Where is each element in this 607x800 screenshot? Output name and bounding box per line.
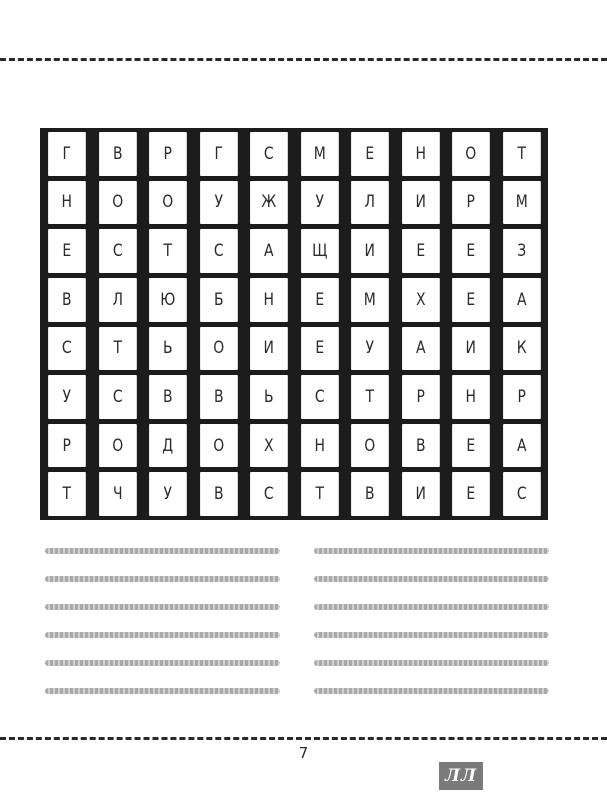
grid-cell[interactable]: Л xyxy=(351,181,388,225)
bottom-dashed-border xyxy=(0,737,607,740)
grid-cell[interactable]: Щ xyxy=(301,229,338,273)
grid-cell[interactable]: В xyxy=(200,375,237,419)
page-number: 7 xyxy=(298,744,309,762)
grid-cell[interactable]: Н xyxy=(250,278,287,322)
grid-cell[interactable]: У xyxy=(301,181,338,225)
grid-cell[interactable]: Р xyxy=(503,375,540,419)
grid-cell[interactable]: А xyxy=(250,229,287,273)
answer-line[interactable] xyxy=(314,688,549,694)
grid-cell[interactable]: Ю xyxy=(149,278,186,322)
grid-cell[interactable]: И xyxy=(250,327,287,371)
grid-cell[interactable]: Г xyxy=(48,132,85,176)
grid-cell[interactable]: И xyxy=(402,181,439,225)
grid-cell[interactable]: И xyxy=(351,229,388,273)
letter-grid xyxy=(44,132,544,516)
grid-cell[interactable]: М xyxy=(351,278,388,322)
grid-cell[interactable]: А xyxy=(402,327,439,371)
grid-cell[interactable]: Ь xyxy=(149,327,186,371)
grid-cell[interactable]: О xyxy=(149,181,186,225)
grid-cell[interactable]: Е xyxy=(452,424,489,468)
grid-cell[interactable]: М xyxy=(301,132,338,176)
grid-cell[interactable]: Т xyxy=(149,229,186,273)
grid-cell[interactable]: З xyxy=(503,229,540,273)
answer-line[interactable] xyxy=(45,548,280,554)
grid-cell[interactable]: В xyxy=(48,278,85,322)
grid-cell[interactable]: Х xyxy=(402,278,439,322)
grid-cell[interactable]: С xyxy=(48,327,85,371)
grid-cell[interactable]: У xyxy=(200,181,237,225)
grid-cell[interactable]: С xyxy=(250,132,287,176)
grid-cell[interactable]: Р xyxy=(149,132,186,176)
grid-cell[interactable]: И xyxy=(402,472,439,516)
grid-cell[interactable]: Н xyxy=(48,181,85,225)
grid-cell[interactable]: Р xyxy=(48,424,85,468)
grid-cell[interactable]: Е xyxy=(48,229,85,273)
grid-cell[interactable]: В xyxy=(200,472,237,516)
grid-cell[interactable]: Ь xyxy=(250,375,287,419)
grid-cell[interactable]: Г xyxy=(200,132,237,176)
grid-cell[interactable]: У xyxy=(48,375,85,419)
grid-cell[interactable]: В xyxy=(99,132,136,176)
grid-cell[interactable]: О xyxy=(351,424,388,468)
grid-cell[interactable]: С xyxy=(99,229,136,273)
grid-cell[interactable]: Т xyxy=(48,472,85,516)
answer-line[interactable] xyxy=(45,660,280,666)
grid-cell[interactable]: Е xyxy=(301,327,338,371)
grid-cell[interactable]: А xyxy=(503,278,540,322)
grid-cell[interactable]: И xyxy=(452,327,489,371)
grid-cell[interactable]: С xyxy=(200,229,237,273)
answer-line[interactable] xyxy=(45,576,280,582)
grid-cell[interactable]: В xyxy=(351,472,388,516)
grid-cell[interactable]: С xyxy=(250,472,287,516)
grid-cell[interactable]: А xyxy=(503,424,540,468)
answer-line[interactable] xyxy=(45,688,280,694)
answer-line[interactable] xyxy=(314,632,549,638)
grid-cell[interactable]: Р xyxy=(452,181,489,225)
grid-cell[interactable]: Е xyxy=(452,229,489,273)
grid-cell[interactable]: Т xyxy=(351,375,388,419)
grid-cell[interactable]: Т xyxy=(301,472,338,516)
grid-cell[interactable]: У xyxy=(351,327,388,371)
grid-cell[interactable]: В xyxy=(402,424,439,468)
grid-cell[interactable]: Е xyxy=(301,278,338,322)
answer-line[interactable] xyxy=(314,604,549,610)
grid-cell[interactable]: О xyxy=(200,424,237,468)
grid-cell[interactable]: Ч xyxy=(99,472,136,516)
grid-cell[interactable]: О xyxy=(200,327,237,371)
grid-cell[interactable]: Р xyxy=(402,375,439,419)
grid-cell[interactable]: Т xyxy=(503,132,540,176)
grid-cell[interactable]: Ж xyxy=(250,181,287,225)
answer-line[interactable] xyxy=(45,604,280,610)
answer-line[interactable] xyxy=(314,548,549,554)
answer-line[interactable] xyxy=(45,632,280,638)
answer-line[interactable] xyxy=(314,576,549,582)
grid-cell[interactable]: О xyxy=(99,424,136,468)
grid-cell[interactable]: Н xyxy=(301,424,338,468)
grid-cell[interactable]: Е xyxy=(402,229,439,273)
grid-cell[interactable]: Д xyxy=(149,424,186,468)
grid-cell[interactable]: Н xyxy=(452,375,489,419)
grid-cell[interactable]: О xyxy=(99,181,136,225)
grid-cell[interactable]: Н xyxy=(402,132,439,176)
answer-line[interactable] xyxy=(314,660,549,666)
grid-cell[interactable]: Л xyxy=(99,278,136,322)
grid-cell[interactable]: С xyxy=(99,375,136,419)
grid-cell[interactable]: С xyxy=(301,375,338,419)
grid-cell[interactable]: О xyxy=(452,132,489,176)
top-dashed-border xyxy=(0,58,607,61)
grid-cell[interactable]: В xyxy=(149,375,186,419)
grid-cell[interactable]: Т xyxy=(99,327,136,371)
publisher-logo: ЛЛ xyxy=(439,762,483,790)
grid-cell[interactable]: С xyxy=(503,472,540,516)
answer-lines-right xyxy=(314,548,549,716)
grid-cell[interactable]: Б xyxy=(200,278,237,322)
grid-cell[interactable]: Е xyxy=(452,472,489,516)
grid-cell[interactable]: Е xyxy=(452,278,489,322)
grid-cell[interactable]: У xyxy=(149,472,186,516)
answer-lines-left xyxy=(45,548,280,716)
word-search-grid xyxy=(40,128,548,520)
grid-cell[interactable]: Е xyxy=(351,132,388,176)
grid-cell[interactable]: К xyxy=(503,327,540,371)
grid-cell[interactable]: М xyxy=(503,181,540,225)
grid-cell[interactable]: Х xyxy=(250,424,287,468)
